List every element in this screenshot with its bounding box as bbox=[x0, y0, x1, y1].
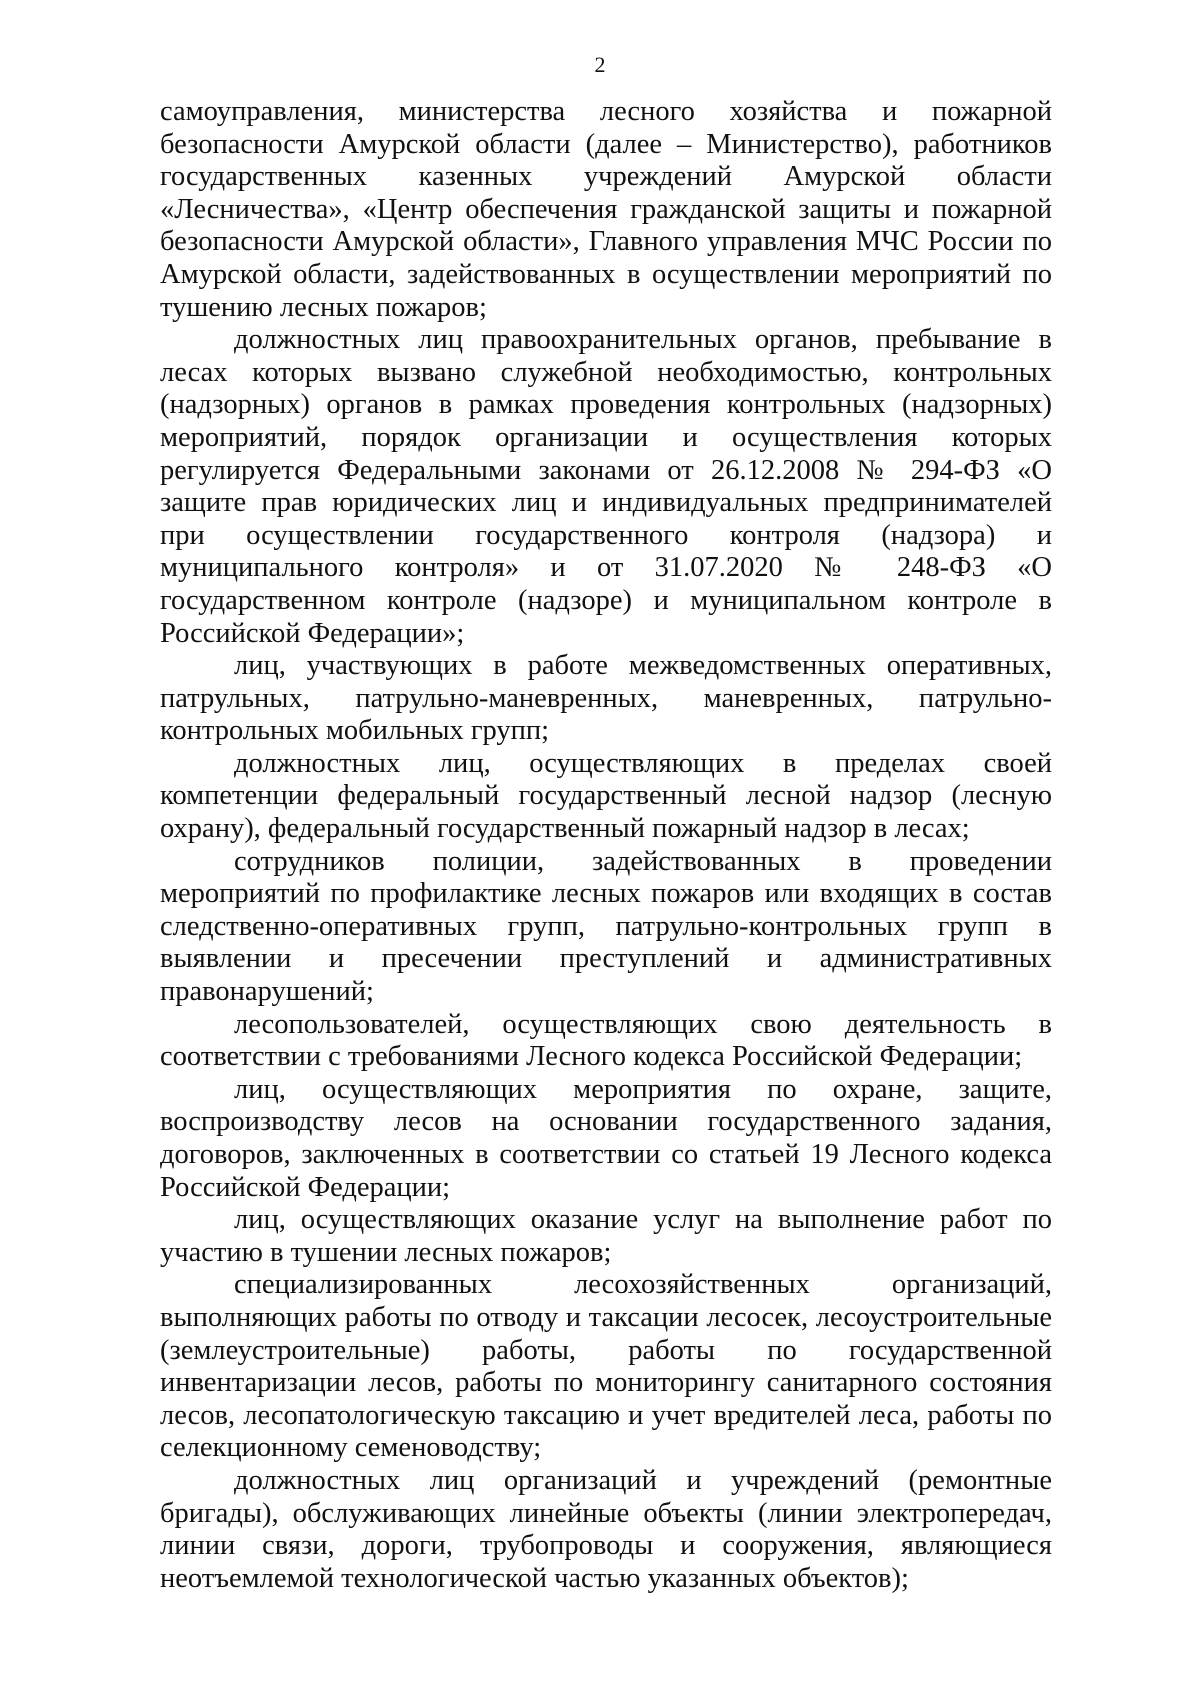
paragraph-4: должностных лиц, осуществляющих в пределах своей компетенции федеральный государственный лесной надзор (лесную охрану), федеральный государственный пожарный надзор в лесах; bbox=[160, 747, 1052, 845]
paragraph-1: самоуправления, министерства лесного хозяйства и пожарной безопасности Амурской области (далее – Министерство), работников государственных казенных учреждений Амурской области «Лесничества», «Центр обеспечения гражданской защиты и пожарной безопасности Амурской области», Главного управления МЧС России по Амурской области, задействованных в осуществлении мероприятий по тушению лесных пожаров; bbox=[160, 96, 1052, 323]
document-body bbox=[160, 96, 1052, 1595]
paragraph-7: лиц, осуществляющих мероприятия по охране, защите, воспроизводству лесов на основании государственного задания, договоров, заключенных в соответствии со статьей 19 Лесного кодекса Российской Федерации; bbox=[160, 1073, 1052, 1203]
paragraph-10: должностных лиц организаций и учреждений (ремонтные бригады), обслуживающих линейные объекты (линии электропередач, линии связи, дороги, трубопроводы и сооружения, являющиеся неотъемлемой технологической частью указанных объектов); bbox=[160, 1464, 1052, 1594]
paragraph-2: должностных лиц правоохранительных органов, пребывание в лесах которых вызвано служебной необходимостью, контрольных (надзорных) органов в рамках проведения контрольных (надзорных) мероприятий, порядок организации и осуществления которых регулируется Федеральными законами от 26.12.2008 № 294-ФЗ «О защите прав юридических лиц и индивидуальных предпринимателей при осуществлении государственного контроля (надзора) и муниципального контроля» и от 31.07.2020 № 248-ФЗ «О государственном контроле (надзоре) и муниципальном контроле в Российской Федерации»; bbox=[160, 324, 1052, 649]
paragraph-5: сотрудников полиции, задействованных в проведении мероприятий по профилактике лесных пожаров или входящих в состав следственно-оперативных групп, патрульно-контрольных групп в выявлении и пресечении преступлений и административных правонарушений; bbox=[160, 845, 1052, 1008]
paragraph-6: лесопользователей, осуществляющих свою деятельность в соответствии с требованиями Лесного кодекса Российской Федерации; bbox=[160, 1008, 1052, 1073]
paragraph-8: лиц, осуществляющих оказание услуг на выполнение работ по участию в тушении лесных пожаров; bbox=[160, 1204, 1052, 1268]
page-number: 2 bbox=[594, 52, 606, 77]
paragraph-3: лиц, участвующих в работе межведомственных оперативных, патрульных, патрульно-маневренных, маневренных, патрульно-контрольных мобильных групп; bbox=[160, 650, 1052, 747]
paragraph-9: специализированных лесохозяйственных организаций, выполняющих работы по отводу и таксации лесосек, лесоустроительные (землеустроительные) работы, работы по государственной инвентаризации лесов, работы по мониторингу санитарного состояния лесов, лесопатологическую таксацию и учет вредителей леса, работы по селекционному семеноводству; bbox=[160, 1269, 1052, 1464]
